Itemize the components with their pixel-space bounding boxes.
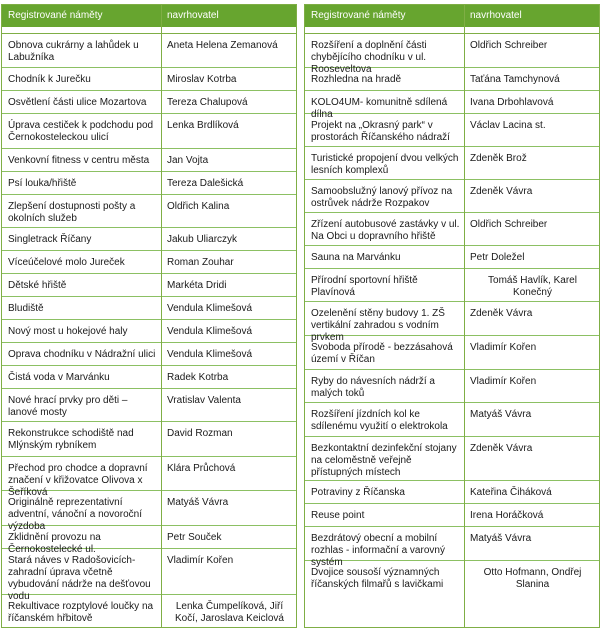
table-row	[2, 549, 296, 602]
proposer-name: Otto Hofmann, Ondřej Slanina	[483, 567, 582, 590]
proposal-name: Dětské hřiště	[8, 280, 67, 291]
proposer-name: Jakub Uliarczyk	[167, 234, 238, 245]
table-row	[2, 389, 296, 422]
proposal-name: Osvětlení části ulice Mozartova	[8, 97, 147, 108]
proposer-name: Klára Průchová	[167, 463, 236, 474]
table-row	[2, 251, 296, 274]
left-column-separator	[161, 5, 162, 627]
left-table	[1, 4, 297, 628]
proposer-name: Tomáš Havlík, Karel Konečný	[488, 275, 577, 298]
proposal-name: Nový most u hokejové haly	[8, 326, 128, 337]
proposal-name: Dvojice sousoší významných říčanských filmařů s lavičkami	[311, 567, 444, 590]
proposer-name: Vladimír Kořen	[470, 342, 537, 353]
table-row	[305, 269, 599, 302]
proposer-name: Lenka Čumpelíková, Jiří Kočí, Jaroslava Keiclová	[175, 601, 284, 624]
proposal-name: Úprava cestiček k podchodu pod Černokosteleckou ulicí	[8, 120, 154, 143]
proposer-name: Kateřina Čiháková	[470, 487, 552, 498]
table-row	[305, 481, 599, 504]
proposal-name: Turistické propojení dvou velkých lesních komplexů	[311, 153, 459, 176]
proposer-name: Vendula Klimešová	[167, 303, 253, 314]
proposal-name: Samoobslužný lanový přívoz na ostrůvek nádrže Rozpakov	[311, 186, 453, 209]
proposer-name: Zdeněk Brož	[470, 153, 527, 164]
proposer-name: Irena Horáčková	[470, 510, 544, 521]
proposer-name: Miroslav Kotrba	[167, 74, 237, 85]
proposal-name: Chodník k Jurečku	[8, 74, 91, 85]
proposal-name: Bezkontaktní dezinfekční stojany na celoměstně veřejně přístupných místech	[311, 443, 457, 478]
table-row	[2, 68, 296, 91]
proposer-name: Matyáš Vávra	[470, 533, 532, 544]
proposer-name: Petr Doležel	[470, 252, 525, 263]
proposal-name: Potraviny z Říčanska	[311, 487, 405, 498]
table-row	[2, 595, 296, 629]
table-row	[2, 297, 296, 320]
proposer-name: Václav Lacina st.	[470, 120, 546, 131]
table-row	[2, 320, 296, 343]
proposal-name: Nové hrací prvky pro děti – lanové mosty	[8, 395, 128, 418]
right-header-gap	[305, 27, 599, 34]
table-row	[2, 228, 296, 251]
proposal-name: Oprava chodníku v Nádražní ulici	[8, 349, 156, 360]
table-row	[305, 114, 599, 147]
right-table-header	[305, 5, 599, 27]
table-row	[2, 422, 296, 457]
table-row	[305, 213, 599, 246]
proposer-name: David Rozman	[167, 428, 233, 439]
table-row	[2, 172, 296, 195]
table-row	[2, 195, 296, 228]
table-row	[305, 91, 599, 120]
proposer-name: Vratislav Valenta	[167, 395, 241, 406]
proposal-name: Singletrack Říčany	[8, 234, 92, 245]
proposer-name: Lenka Brdlíková	[167, 120, 239, 131]
proposal-name: Bludiště	[8, 303, 44, 314]
right-table-body	[305, 34, 599, 595]
proposal-name: KOLO4UM- komunitně sdílená dílna	[311, 97, 448, 120]
proposal-name: Zklidnění provozu na Černokostelecké ul.	[8, 532, 101, 555]
proposer-name: Petr Souček	[167, 532, 222, 543]
table-row	[2, 366, 296, 389]
right-header-name: Registrované náměty	[311, 10, 406, 21]
proposer-name: Vladimír Kořen	[470, 376, 537, 387]
proposal-name: Venkovní fitness v centru města	[8, 155, 150, 166]
proposal-name: Bezdrátový obecní a mobilní rozhlas - informační a varovný systém	[311, 533, 445, 568]
right-header-author: navrhovatel	[470, 10, 522, 21]
left-header-name: Registrované náměty	[8, 10, 103, 21]
right-column-separator	[464, 5, 465, 627]
proposer-name: Tereza Chalupová	[167, 97, 248, 108]
proposer-name: Radek Kotrba	[167, 372, 229, 383]
proposer-name: Vladimír Kořen	[167, 555, 234, 566]
table-row	[305, 180, 599, 213]
proposer-name: Oldřich Kalina	[167, 201, 230, 212]
proposal-name: Víceúčelové molo Jureček	[8, 257, 125, 268]
proposal-name: Originálně reprezentativní adventní, vánoční a novoroční výzdoba	[8, 497, 142, 532]
table-row	[2, 343, 296, 366]
proposer-name: Vendula Klimešová	[167, 349, 253, 360]
proposer-name: Ivana Drbohlavová	[470, 97, 554, 108]
proposal-name: Stará náves v Radošovicích-zahradní úprava včetně vybudování nádrže na dešťovou vodu	[8, 555, 151, 602]
table-row	[2, 457, 296, 498]
right-table	[304, 4, 600, 628]
table-row	[305, 437, 599, 481]
proposal-name: Reuse point	[311, 510, 365, 521]
table-row	[305, 403, 599, 437]
table-row	[2, 526, 296, 555]
proposal-name: Rekonstrukce schodiště nad Mlýnským rybníkem	[8, 428, 134, 451]
table-row	[2, 91, 296, 114]
proposer-name: Matyáš Vávra	[470, 409, 532, 420]
table-row	[305, 302, 599, 343]
proposer-name: Aneta Helena Zemanová	[167, 40, 278, 51]
table-row	[2, 274, 296, 297]
proposal-name: Rozhledna na hradě	[311, 74, 402, 85]
proposer-name: Zdeněk Vávra	[470, 308, 533, 319]
left-header-author: navrhovatel	[167, 10, 219, 21]
table-row	[305, 561, 599, 595]
proposal-name: Projekt na „Okrasný park“ v prostorách Říčanského nádraží	[311, 120, 450, 143]
proposer-name: Roman Zouhar	[167, 257, 234, 268]
proposal-name: Rozšíření a doplnění části chybějícího chodníku v ul. Rooseveltova	[311, 40, 427, 75]
table-row	[2, 34, 296, 68]
table-row	[305, 504, 599, 527]
table-row	[2, 149, 296, 172]
table-row	[2, 491, 296, 532]
proposal-name: Rekultivace rozptylové loučky na říčanském hřbitově	[8, 601, 154, 624]
proposer-name: Zdeněk Vávra	[470, 186, 533, 197]
table-row	[305, 336, 599, 370]
proposal-name: Čistá voda v Marvánku	[8, 372, 110, 383]
proposal-name: Zřízení autobusové zastávky v ul. Na Obci u dopravního hřiště	[311, 219, 460, 242]
proposal-name: Přírodní sportovní hřiště Plavínová	[311, 275, 418, 298]
table-row	[305, 34, 599, 75]
proposer-name: Vendula Klimešová	[167, 326, 253, 337]
left-header-gap	[2, 27, 296, 34]
proposer-name: Zdeněk Vávra	[470, 443, 533, 454]
table-row	[2, 114, 296, 149]
table-row	[305, 147, 599, 180]
proposal-name: Rozšíření jízdních kol ke sdílenému využití o elektrokola	[311, 409, 448, 432]
proposal-name: Psí louka/hřiště	[8, 178, 77, 189]
proposal-name: Ryby do návesních nádrží a malých toků	[311, 376, 435, 399]
proposer-name: Taťána Tamchynová	[470, 74, 560, 85]
proposal-name: Sauna na Marvánku	[311, 252, 401, 263]
proposal-name: Ozelenění stěny budovy 1. ZŠ vertikální zahradou s vodním prvkem	[311, 308, 445, 343]
table-row	[305, 527, 599, 568]
table-row	[305, 246, 599, 269]
table-row	[305, 370, 599, 403]
left-table-header	[2, 5, 296, 27]
proposer-name: Jan Vojta	[167, 155, 209, 166]
proposal-name: Svoboda přírodě - bezzásahová území v Říčan	[311, 342, 453, 365]
proposer-name: Tereza Dalešická	[167, 178, 244, 189]
left-table-body	[2, 34, 296, 629]
proposal-name: Přechod pro chodce a dopravní značení v křižovatce Olivova x Šeříková	[8, 463, 148, 498]
proposer-name: Markéta Dridi	[167, 280, 227, 291]
proposer-name: Oldřich Schreiber	[470, 40, 548, 51]
proposer-name: Matyáš Vávra	[167, 497, 229, 508]
proposer-name: Oldřich Schreiber	[470, 219, 548, 230]
table-row	[305, 68, 599, 91]
proposal-name: Obnova cukrárny a lahůdek u Labužníka	[8, 40, 139, 63]
proposal-name: Zlepšení dostupnosti pošty a okolních služeb	[8, 201, 136, 224]
